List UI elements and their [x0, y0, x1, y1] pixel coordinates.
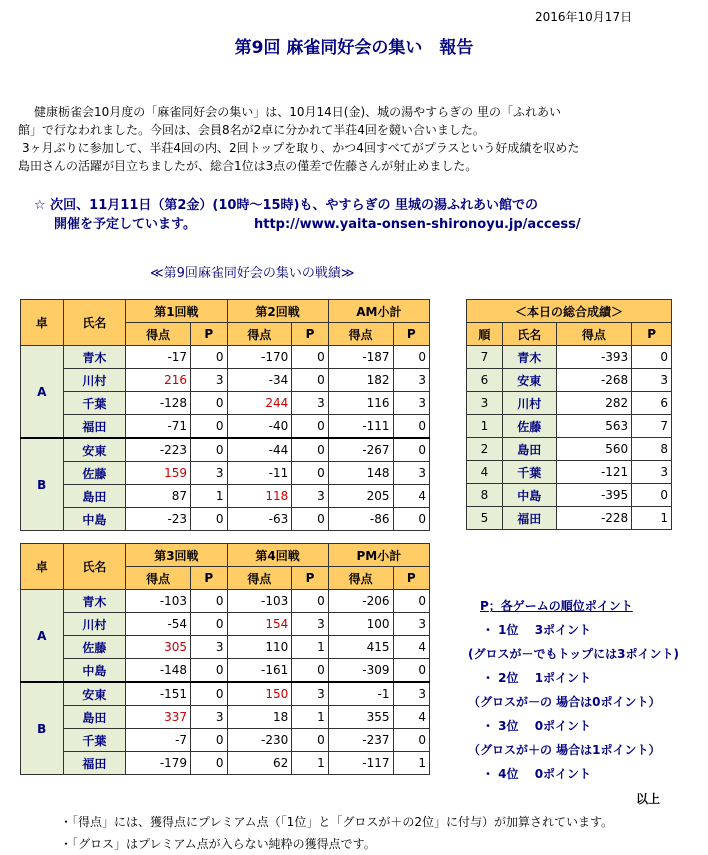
subtotal-rank-points: 1	[393, 752, 430, 775]
rank-points: 0	[292, 659, 328, 683]
legend-title: P；各ゲームの順位ポイント	[480, 599, 633, 613]
header-p: P	[393, 567, 430, 590]
legend-line: （グロスが－の 場合は0ポイント）	[468, 695, 661, 709]
total-points: 563	[556, 415, 632, 438]
header-game2: 第2回戦	[227, 300, 328, 323]
subtotal-points: -1	[328, 682, 393, 706]
footnote: ・「グロス」はプレミアム点が入らない純粋の獲得点です。	[60, 837, 376, 851]
total-points: -268	[556, 369, 632, 392]
subtotal-rank-points: 3	[393, 682, 430, 706]
rank-points: 0	[292, 508, 328, 531]
header-am-subtotal: AM小計	[328, 300, 429, 323]
rank-points: 3	[191, 706, 227, 729]
rank-points: 0	[191, 392, 227, 415]
footnotes	[60, 811, 613, 855]
rank-points: 0	[292, 462, 328, 485]
player-name: 中島	[63, 659, 126, 683]
player-name: 佐藤	[63, 636, 126, 659]
player-row	[21, 706, 430, 729]
player-name: 安東	[502, 369, 556, 392]
report-title: 第9回 麻雀同好会の集い 報告	[234, 38, 474, 58]
overall-row	[467, 369, 672, 392]
game-points: -44	[227, 438, 292, 462]
subtotal-rank-points: 3	[393, 392, 430, 415]
subtotal-rank-points: 0	[393, 415, 430, 439]
game-points: 216	[126, 369, 191, 392]
game-points: -63	[227, 508, 292, 531]
subtotal-rank-points: 0	[393, 438, 430, 462]
player-name: 福田	[63, 752, 126, 775]
header-p: P	[191, 323, 227, 346]
total-points: 282	[556, 392, 632, 415]
header-p: P	[393, 323, 430, 346]
subtotal-points: 148	[328, 462, 393, 485]
total-points: -393	[556, 346, 632, 369]
game-points: -103	[227, 590, 292, 613]
rank-points: 1	[292, 706, 328, 729]
overall-row	[467, 507, 672, 530]
legend-line: (グロスが－でもトップには3ポイント)	[468, 647, 679, 661]
rank-points: 1	[191, 485, 227, 508]
subtotal-rank-points: 3	[393, 462, 430, 485]
subtotal-points: -237	[328, 729, 393, 752]
player-row	[21, 613, 430, 636]
overall-rank: 3	[467, 392, 503, 415]
overall-row	[467, 392, 672, 415]
rank-points: 0	[191, 415, 227, 439]
rank-points: 0	[191, 508, 227, 531]
next-meeting-notice	[34, 196, 581, 234]
player-name: 千葉	[63, 392, 126, 415]
player-row	[21, 438, 430, 462]
subtotal-rank-points: 0	[393, 659, 430, 683]
legend-line: （グロスが＋の 場合は1ポイント）	[468, 743, 661, 757]
subtotal-rank-points: 0	[393, 346, 430, 369]
am-results-table	[20, 299, 430, 531]
player-name: 福田	[63, 415, 126, 439]
total-rank-points: 6	[632, 392, 672, 415]
player-name: 川村	[502, 392, 556, 415]
rank-points: 3	[292, 392, 328, 415]
header-pm-subtotal: PM小計	[328, 544, 429, 567]
rank-points: 3	[191, 636, 227, 659]
subtotal-rank-points: 4	[393, 485, 430, 508]
overall-rank: 7	[467, 346, 503, 369]
subtotal-rank-points: 0	[393, 590, 430, 613]
rank-points: 0	[292, 346, 328, 369]
total-points: -395	[556, 484, 632, 507]
notice-line: ☆ 次回、11月11日（第2金）(10時～15時)も、やすらぎの 里城の湯ふれあい館での	[34, 198, 538, 213]
game-points: 18	[227, 706, 292, 729]
player-row	[21, 752, 430, 775]
header-name: 氏名	[63, 544, 126, 590]
player-name: 川村	[63, 613, 126, 636]
game-points: 110	[227, 636, 292, 659]
header-p: P	[632, 323, 672, 346]
overall-rank: 2	[467, 438, 503, 461]
subtotal-points: 205	[328, 485, 393, 508]
game-points: -103	[126, 590, 191, 613]
overall-row	[467, 461, 672, 484]
header-p: P	[292, 323, 328, 346]
rank-points: 3	[191, 462, 227, 485]
header-table: 卓	[21, 300, 64, 346]
player-row	[21, 508, 430, 531]
header-points: 得点	[126, 323, 191, 346]
player-name: 島田	[63, 706, 126, 729]
header-p: P	[191, 567, 227, 590]
rank-points: 1	[292, 636, 328, 659]
player-name: 安東	[63, 438, 126, 462]
subtotal-rank-points: 4	[393, 636, 430, 659]
player-name: 千葉	[63, 729, 126, 752]
rank-points: 0	[292, 729, 328, 752]
game-points: -223	[126, 438, 191, 462]
overall-rank: 6	[467, 369, 503, 392]
player-name: 福田	[502, 507, 556, 530]
rank-points: 0	[191, 729, 227, 752]
table-group-label: A	[21, 590, 64, 683]
legend-line: ・ 3位 0ポイント	[482, 719, 592, 733]
game-points: -71	[126, 415, 191, 439]
player-row	[21, 415, 430, 439]
game-points: -54	[126, 613, 191, 636]
total-rank-points: 8	[632, 438, 672, 461]
overall-row	[467, 438, 672, 461]
header-rank: 順	[467, 323, 503, 346]
header-points: 得点	[328, 567, 393, 590]
subtotal-rank-points: 3	[393, 369, 430, 392]
results-subtitle: ≪第9回麻雀同好会の集いの戦績≫	[150, 266, 355, 281]
table-group-label: B	[21, 438, 64, 531]
subtotal-points: 182	[328, 369, 393, 392]
player-name: 佐藤	[63, 462, 126, 485]
header-table: 卓	[21, 544, 64, 590]
total-rank-points: 7	[632, 415, 672, 438]
game-points: -151	[126, 682, 191, 706]
game-points: -148	[126, 659, 191, 683]
player-name: 青木	[502, 346, 556, 369]
game-points: -230	[227, 729, 292, 752]
footnote: ・「得点」には、獲得点にプレミアム点（「1位」と「グロスが＋の2位」に付与）が加算されています。	[60, 815, 613, 829]
header-name: 氏名	[63, 300, 126, 346]
player-row	[21, 636, 430, 659]
total-rank-points: 1	[632, 507, 672, 530]
notice-line: 開催を予定しています。	[54, 217, 196, 232]
overall-title: ＜本日の総合成績＞	[467, 300, 672, 323]
subtotal-points: -111	[328, 415, 393, 439]
rank-points: 3	[292, 485, 328, 508]
report-paragraph	[18, 103, 698, 175]
overall-row	[467, 346, 672, 369]
total-rank-points: 0	[632, 346, 672, 369]
game-points: 305	[126, 636, 191, 659]
player-name: 青木	[63, 590, 126, 613]
player-name: 中島	[502, 484, 556, 507]
header-points: 得点	[227, 323, 292, 346]
subtotal-points: -86	[328, 508, 393, 531]
overall-results-table	[466, 299, 672, 530]
rank-points: 3	[292, 682, 328, 706]
game-points: 337	[126, 706, 191, 729]
subtotal-points: 415	[328, 636, 393, 659]
header-points: 得点	[126, 567, 191, 590]
player-row	[21, 346, 430, 369]
subtotal-rank-points: 3	[393, 613, 430, 636]
header-p: P	[292, 567, 328, 590]
player-row	[21, 369, 430, 392]
table-group-label: B	[21, 682, 64, 775]
rank-points: 0	[191, 438, 227, 462]
player-row	[21, 392, 430, 415]
subtotal-points: -309	[328, 659, 393, 683]
game-points: 150	[227, 682, 292, 706]
rank-points: 0	[292, 415, 328, 439]
player-name: 川村	[63, 369, 126, 392]
game-points: 244	[227, 392, 292, 415]
game-points: -23	[126, 508, 191, 531]
header-points: 得点	[328, 323, 393, 346]
subtotal-rank-points: 0	[393, 729, 430, 752]
game-points: -128	[126, 392, 191, 415]
player-name: 中島	[63, 508, 126, 531]
overall-rank: 8	[467, 484, 503, 507]
rank-points: 0	[191, 752, 227, 775]
overall-rank: 5	[467, 507, 503, 530]
player-name: 島田	[502, 438, 556, 461]
total-points: -228	[556, 507, 632, 530]
points-legend	[468, 594, 679, 786]
subtotal-points: 100	[328, 613, 393, 636]
game-points: 154	[227, 613, 292, 636]
rank-points: 0	[191, 590, 227, 613]
subtotal-rank-points: 0	[393, 508, 430, 531]
header-game1: 第1回戦	[126, 300, 227, 323]
overall-rank: 4	[467, 461, 503, 484]
closing-mark: 以上	[636, 792, 661, 806]
header-points: 得点	[227, 567, 292, 590]
game-points: -11	[227, 462, 292, 485]
subtotal-points: -117	[328, 752, 393, 775]
game-points: -161	[227, 659, 292, 683]
header-game3: 第3回戦	[126, 544, 227, 567]
table-group-label: A	[21, 346, 64, 439]
legend-line: ・ 4位 0ポイント	[482, 767, 592, 781]
rank-points: 0	[191, 659, 227, 683]
game-points: -170	[227, 346, 292, 369]
rank-points: 0	[191, 682, 227, 706]
player-row	[21, 682, 430, 706]
player-name: 青木	[63, 346, 126, 369]
game-points: 87	[126, 485, 191, 508]
rank-points: 1	[292, 752, 328, 775]
subtotal-points: -187	[328, 346, 393, 369]
rank-points: 0	[191, 346, 227, 369]
game-points: 118	[227, 485, 292, 508]
subtotal-rank-points: 4	[393, 706, 430, 729]
player-row	[21, 485, 430, 508]
total-points: 560	[556, 438, 632, 461]
subtotal-points: 355	[328, 706, 393, 729]
access-url[interactable]: http://www.yaita-onsen-shironoyu.jp/access/	[253, 217, 581, 232]
player-row	[21, 590, 430, 613]
game-points: -7	[126, 729, 191, 752]
paragraph-line: 島田さんの活躍が目立ちましたが、総合1位は3点の僅差で佐藤さんが射止めました。	[18, 159, 478, 173]
subtotal-points: -267	[328, 438, 393, 462]
rank-points: 0	[292, 590, 328, 613]
header-game4: 第4回戦	[227, 544, 328, 567]
pm-results-table	[20, 543, 430, 775]
total-rank-points: 0	[632, 484, 672, 507]
game-points: -34	[227, 369, 292, 392]
game-points: -40	[227, 415, 292, 439]
total-rank-points: 3	[632, 369, 672, 392]
header-name: 氏名	[502, 323, 556, 346]
legend-line: ・ 2位 1ポイント	[482, 671, 592, 685]
game-points: 159	[126, 462, 191, 485]
subtotal-points: 116	[328, 392, 393, 415]
legend-line: ・ 1位 3ポイント	[482, 623, 592, 637]
player-name: 佐藤	[502, 415, 556, 438]
paragraph-line: 館」で行なわれました。今回は、会員8名が2卓に分かれて半荘4回を競い合いました。	[18, 123, 485, 137]
player-name: 島田	[63, 485, 126, 508]
game-points: -17	[126, 346, 191, 369]
rank-points: 3	[191, 369, 227, 392]
overall-row	[467, 484, 672, 507]
total-points: -121	[556, 461, 632, 484]
player-row	[21, 659, 430, 683]
player-name: 安東	[63, 682, 126, 706]
paragraph-line: 健康栃雀会10月度の「麻雀同好会の集い」は、10月14日(金)、城の湯やすらぎの 里の「ふれあい	[34, 105, 561, 119]
header-points: 得点	[556, 323, 632, 346]
game-points: 62	[227, 752, 292, 775]
player-name: 千葉	[502, 461, 556, 484]
total-rank-points: 3	[632, 461, 672, 484]
overall-rank: 1	[467, 415, 503, 438]
player-row	[21, 462, 430, 485]
report-date: 2016年10月17日	[535, 10, 633, 24]
subtotal-points: -206	[328, 590, 393, 613]
game-points: -179	[126, 752, 191, 775]
rank-points: 0	[292, 438, 328, 462]
player-row	[21, 729, 430, 752]
overall-row	[467, 415, 672, 438]
rank-points: 0	[191, 613, 227, 636]
rank-points: 3	[292, 613, 328, 636]
rank-points: 0	[292, 369, 328, 392]
paragraph-line: 3ヶ月ぶりに参加して、半荘4回の内、2回トップを取り、かつ4回すべてがプラスという好成績を収めた	[22, 141, 580, 155]
